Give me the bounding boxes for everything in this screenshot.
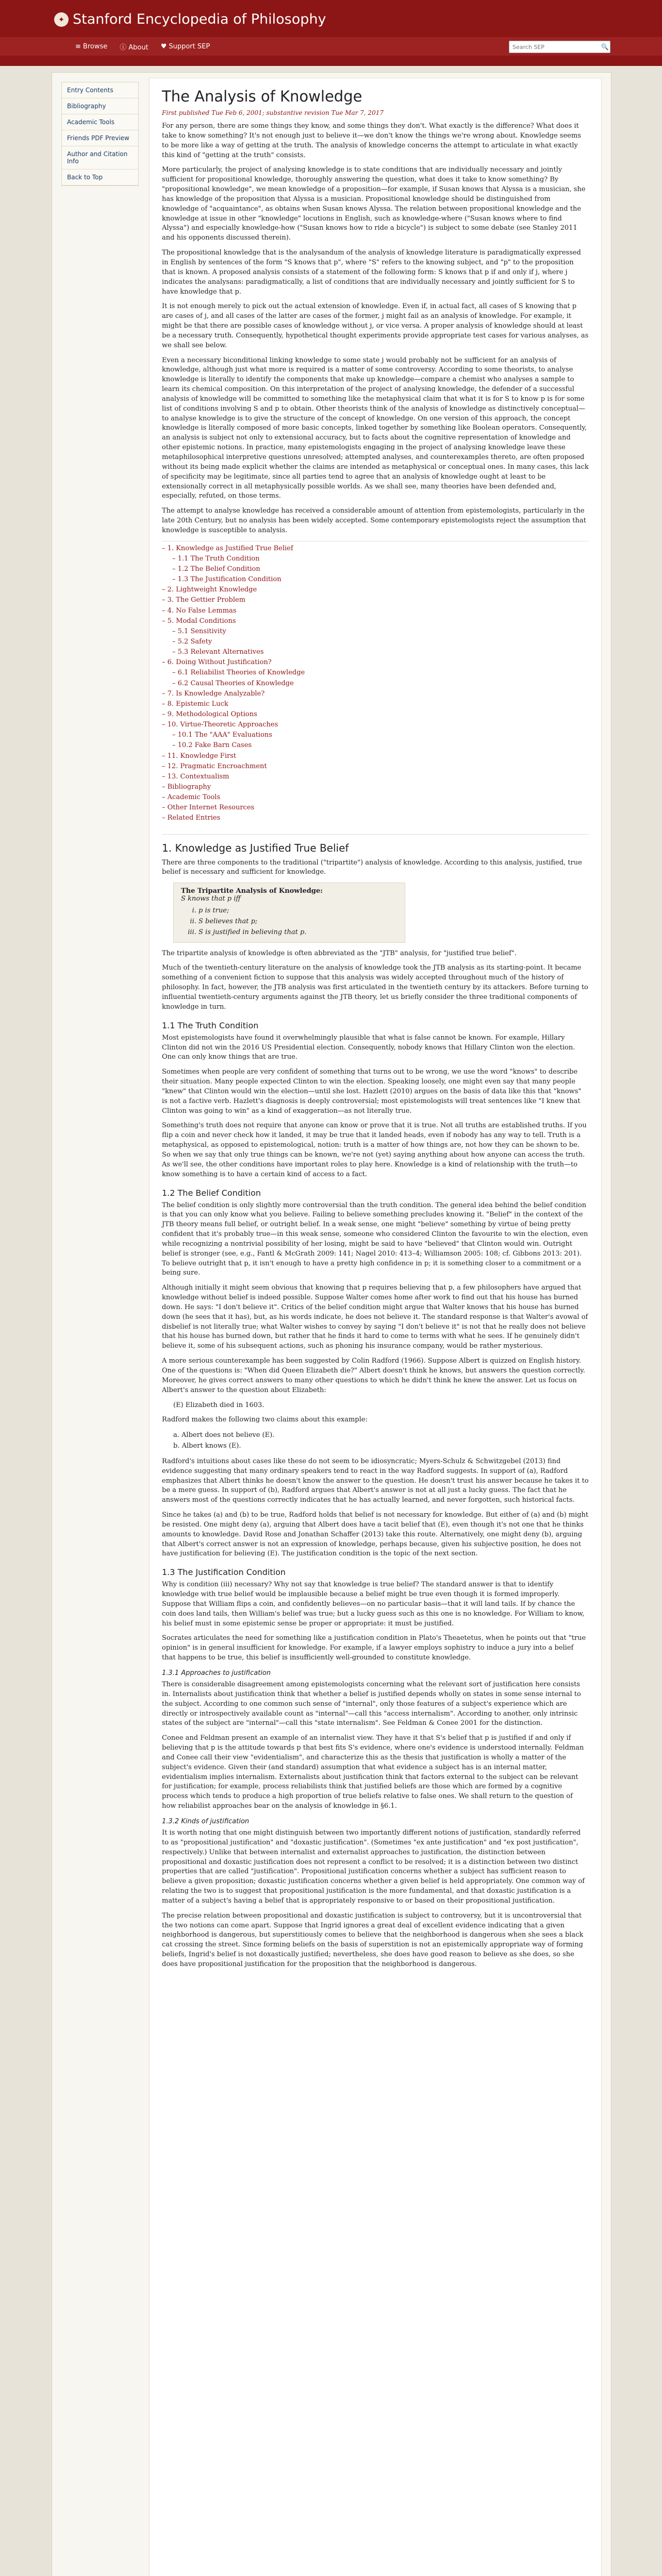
sidebar-item-bibliography[interactable]: Bibliography: [62, 98, 138, 114]
paragraph: Much of the twentieth-century literature on the analysis of knowledge took the JTB analysis as its starting-point. It became something of a convenient fiction to suppose that this analysis was widely accepted throughout much of the history of philosophy. In fact, however, the JTB analysis was first articulated in the twentieth century by its attackers. Before turning to influential twentieth-century arguments against the JTB theory, let us briefly consider the three traditional components of knowledge in turn.: [162, 964, 588, 1011]
site-title[interactable]: Stanford Encyclopedia of Philosophy: [73, 11, 326, 27]
sidebar: [61, 82, 139, 186]
info-icon: ⓘ: [120, 43, 127, 52]
radford-claims: [173, 1430, 589, 1452]
support-sep-button[interactable]: ♥ Support SEP: [160, 42, 210, 50]
subsection-heading: 1.1 The Truth Condition: [162, 1020, 259, 1030]
top-nav: [0, 37, 662, 56]
subsubsection-heading: 1.3.2 Kinds of justification: [162, 1817, 250, 1825]
toc-link[interactable]: – 11. Knowledge First: [162, 752, 237, 760]
toc-link[interactable]: – 1. Knowledge as Justified True Belief: [162, 541, 589, 554]
site-header: [0, 0, 662, 66]
toc-link[interactable]: – 6. Doing Without Justification?: [162, 658, 272, 667]
paragraph: Since he takes (a) and (b) to be true, Radford holds that belief is not necessary for knowledge. But either of (a) and (b) might be resisted. One might deny (a), arguing that Albert does have a tacit belief that (E), even though it's not one that he thinks amounts to knowledge. David Rose and Jonathan Schaffer (2013) take this route. Alternatively, one might deny (b), arguing that Albert's correct answer is not an expression of knowledge, perhaps because, given his subjective position, he does not have justification for believing (E). The justification condition is the topic of the next section.: [162, 1511, 589, 1558]
paragraph: The precise relation between propositional and doxastic justification is subject to controversy, but it is uncontroversial that the two notions can come apart. Suppose that Ingrid ignores a great deal of excellent evidence indicating that a given neighborhood is dangerous, but superstitiously comes to believe that the neighborhood is dangerous when she sees a black cat crossing the street. Since forming beliefs on the basis of superstition is not an epistemically appropriate way of forming beliefs, Ingrid's belief is not doxastically justified; nevertheless, she does have good reason to believe as she does, so she does have propositional justification for the proposition that the neighborhood is dangerous.: [162, 1911, 584, 1968]
paragraph: More particularly, the project of analysing knowledge is to state conditions that are individually necessary and jointly sufficient for propositional knowledge, thoroughly answering the question, what does it take to know something? By "propositional knowledge", we mean knowledge of a proposition—for example, if Susan knows that Alyssa is a musician, she has knowledge of the proposition that Alyssa is a musician. Propositional knowledge should be distinguished from knowledge of "acquaintance", as obtains when Susan knows Alyssa. The relation between propositional knowledge and the knowledge at issue in other "knowledge" locutions in English, such as knowledge-where ("Susan knows where to find Alyssa") and especially knowledge-how ("Susan knows how to ride a bicycle") is subject to some debate (see Stanley 2011 and his opponents discussed therein).: [162, 166, 586, 242]
paragraph: The propositional knowledge that is the analysandum of the analysis of knowledge literature is paradigmatically expressed in English by sentences of the form "S knows that p", where "S" refers to the knowing subject, and "p" to the proposition that is known. A proposed analysis consists of a statement of the following form: S knows that p if and only if j, where j indicates the analysans: paradigmatically, a list of conditions that are individually necessary and jointly sufficient for S to have knowledge that p.: [162, 249, 581, 296]
toc-link[interactable]: – Bibliography: [162, 783, 211, 791]
box-title: The Tripartite Analysis of Knowledge:: [181, 887, 323, 895]
search-icon[interactable]: 🔍: [601, 43, 609, 50]
toc-link[interactable]: – 1.3 The Justification Condition: [172, 575, 282, 584]
tripartite-analysis-box: [173, 883, 405, 942]
section-body: [162, 1680, 589, 1811]
heart-icon: ♥: [160, 42, 167, 50]
paragraph: The belief condition is only slightly more controversial than the truth condition. The general idea behind the belief condition is that you can only know what you believe. Failing to believe something precludes knowing it. "Belief" in the context of the JTB theory means full belief, or outright belief. In a weak sense, one might "believe" something by virtue of being pretty confident that it's probably true—in this weak sense, someone who considered Clinton the favourite to win the election, even while recognizing a nontrivial possibility of her losing, might be said to have "believed" that Clinton would win. Outright belief is stronger (see, e.g., Fantl & McGrath 2009: 141; Nagel 2010: 413–4; Williamson 2005: 108; cf. Gibbons 2013: 201). To believe outright that p, it isn't enough to have a pretty high confidence in p; it is something closer to a commitment or a being sure.: [162, 1201, 588, 1277]
paragraph: Something's truth does not require that anyone can know or prove that it is true. Not all truths are established truths. If you flip a coin and never check how it landed, it may be true that it landed heads, even if nobody has any way to tell. Truth is a metaphysical, as opposed to epistemological, notion: truth is a matter of how things are, not how they can be shown to be. So when we say that only true things can be known, we're not (yet) saying anything about how anyone can access the truth. As we'll see, the other conditions have important roles to play here. Knowledge is a kind of relationship with the truth—to know something is to have a certain kind of access to a fact.: [162, 1122, 587, 1178]
sidebar-item-author-citation[interactable]: Author and Citation Info: [62, 146, 138, 170]
toc-link[interactable]: – 10. Virtue-Theoretic Approaches: [162, 721, 278, 729]
claim-a: a. Albert does not believe (E).: [173, 1431, 275, 1439]
toc-link[interactable]: – 10.2 Fake Barn Cases: [172, 741, 252, 750]
paragraph: There is considerable disagreement among epistemologists concerning what the relevant sort of justification here consists in. Internalists about justification think that whether a belief is justified depends wholly on states in some sense internal to the subject. According to one common such sense of "internal", only those features of a subject's experience which are directly or introspectively available count as "internal"—call this "access internalism". According to another, only intrinsic states of the subject are "internal"—call this "state internalism". See Feldman & Conee 2001 for the distinction.: [162, 1681, 581, 1727]
toc-link[interactable]: – 1.2 The Belief Condition: [172, 565, 260, 573]
paragraph: It is not enough merely to pick out the actual extension of knowledge. Even if, in actual fact, all cases of S knowing that p are cases of j, and all cases of the latter are cases of the former, j might fail as an analysis of knowledge. For example, it might be that there are possible cases of knowledge without j, or vice versa. A proper analysis of knowledge should at least be a necessary truth. Consequently, hypothetical thought experiments provide appropriate test cases for various analyses, as we shall see below.: [162, 302, 589, 349]
sidebar-item-back-to-top[interactable]: Back to Top: [62, 170, 138, 185]
example-e: (E) Elizabeth died in 1603.: [173, 1401, 264, 1409]
section-body: [162, 1828, 589, 1970]
paragraph: For any person, there are some things they know, and some things they don't. What exactly is the difference? What does it take to know something? It's not enough just to believe it—we don't know the things we're wrong about. Knowledge seems to be more like a way of getting at the truth. The analysis of knowledge concerns the attempt to articulate in what exactly this kind of "getting at the truth" consists.: [162, 122, 581, 159]
sidebar-item-academic-tools[interactable]: Academic Tools: [62, 114, 138, 130]
toc-link[interactable]: – 6.2 Causal Theories of Knowledge: [172, 679, 294, 687]
toc-link[interactable]: – 12. Pragmatic Encroachment: [162, 762, 267, 770]
condition-item: i. p is true;: [198, 906, 398, 917]
about-button[interactable]: ⓘ About: [120, 43, 148, 52]
subsubsection-heading: 1.3.1 Approaches to justification: [162, 1669, 271, 1677]
search-box: [509, 41, 610, 53]
paragraph: The tripartite analysis of knowledge is often abbreviated as the "JTB" analysis, for "justified true belief".: [162, 949, 517, 957]
claim-b: b. Albert knows (E).: [173, 1442, 241, 1450]
paragraph: Radford makes the following two claims about this example:: [162, 1416, 368, 1424]
menu-icon: ≡: [75, 42, 81, 50]
table-of-contents: [162, 541, 589, 824]
paragraph: Radford's intuitions about cases like these do not seem to be idiosyncratic; Myers-Schulz & Schwitzgebel (2013) find evidence suggesting that many ordinary speakers tend to react in the way Radford suggests. In support of (a), Radford emphasizes that Albert thinks he doesn't know the answer to the question. He doesn't trust his answer because he takes it to be a mere guess. In support of (b), Radford argues that Albert's answer is not at all just a lucky guess. The fact that he answers most of the questions correctly indicates that he has actually learned, and never forgotten, such historical facts.: [162, 1457, 589, 1504]
section-heading: 1. Knowledge as Justified True Belief: [162, 834, 589, 854]
site-brand[interactable]: [54, 11, 326, 27]
subsection-heading: 1.3 The Justification Condition: [162, 1567, 286, 1578]
toc-link[interactable]: – Academic Tools: [162, 793, 221, 802]
toc-link[interactable]: – 9. Methodological Options: [162, 710, 257, 718]
toc-link[interactable]: – 13. Contextualism: [162, 772, 229, 781]
condition-item: iii. S is justified in believing that p.: [198, 927, 398, 938]
toc-link[interactable]: – 7. Is Knowledge Analyzable?: [162, 689, 265, 698]
toc-link[interactable]: – 8. Epistemic Luck: [162, 700, 228, 708]
toc-link[interactable]: – 5.3 Relevant Alternatives: [172, 648, 264, 656]
preamble: [162, 122, 589, 536]
paragraph: Even a necessary biconditional linking knowledge to some state j would probably not be sufficient for an analysis of knowledge, although just what more is required is a matter of some controversy. According to some theorists, to analyse knowledge is literally to identify the components that make up knowledge—compare a chemist who analyses a sample to learn its chemical composition. On this interpretation of the project of analysing knowledge, the defender of a successful analysis of knowledge will be committed to something like the metaphysical claim that what it is for S to know p is for some list of conditions involving S and p to obtain. Other theorists think of the analysis of knowledge as distinctively conceptual—to analyse knowledge is to give the structure of the concept of knowledge. On one version of this approach, the concept knowledge is literally composed of more basic concepts, linked together by something like Boolean operators. Consequently, an analysis is subject not only to extensional accuracy, but to facts about the cognitive representation of knowledge and other epistemic notions. In practice, many epistemologists engaging in the project of analysing knowledge leave these metaphilosophical interpretive questions unresolved; attempted analyses, and counterexamples thereto, are often proposed without its being made explicit whether the claims are intended as metaphysical or conceptual ones. In many cases, this lack of specificity may be legitimate, since all parties tend to agree that an analysis of knowledge ought at least to be extensionally correct in all metaphysically possible worlds. As we shall see, many theories have been defended and, especially, refuted, on those terms.: [162, 356, 589, 500]
toc-link[interactable]: – 2. Lightweight Knowledge: [162, 586, 257, 594]
paragraph: Sometimes when people are very confident of something that turns out to be wrong, we use the word "knows" to describe their situation. Many people expected Clinton to win the election. Speaking loosely, one might even say that many people "knew" that Clinton would win the election—until she lost. Hazlett (2010) argues on the basis of data like this that "knows" is not a factive verb. Hazlett's diagnosis is deeply controversial; most epistemologists will treat sentences like "I knew that Clinton was going to win" as a kind of exaggeration—as not literally true.: [162, 1068, 582, 1115]
sidebar-item-friends-pdf[interactable]: Friends PDF Preview: [62, 130, 138, 146]
toc-link[interactable]: – 5. Modal Conditions: [162, 617, 236, 625]
section-body: [162, 1201, 589, 1396]
section-body: [162, 1457, 589, 1559]
toc-link[interactable]: – 10.1 The "AAA" Evaluations: [172, 731, 272, 739]
toc-link[interactable]: – 1.1 The Truth Condition: [172, 554, 260, 563]
paragraph: There are three components to the traditional ("tripartite") analysis of knowledge. According to this analysis, justified, true belief is necessary and sufficient for knowledge.: [162, 858, 582, 876]
toc-link[interactable]: – 5.1 Sensitivity: [172, 627, 226, 635]
box-lead: S knows that p iff: [181, 895, 241, 903]
search-input[interactable]: [509, 43, 600, 51]
paragraph: A more serious counterexample has been suggested by Colin Radford (1966). Suppose Albert is quizzed on English history. One of the questions is: "When did Queen Elizabeth die?" Albert doesn't think he knows, but answers the question correctly. Moreover, he gives correct answers to many other questions to which he didn't think he knew the answer. Let us focus on Albert's answer to the question about Elizabeth:: [162, 1357, 585, 1394]
toc-link[interactable]: – Related Entries: [162, 814, 221, 822]
paragraph: The attempt to analyse knowledge has received a considerable amount of attention from epistemologists, particularly in the late 20th Century, but no analysis has been widely accepted. Some contemporary epistemologists reject the assumption that knowledge is susceptible to analysis.: [162, 507, 586, 534]
subsection-heading: 1.2 The Belief Condition: [162, 1188, 261, 1198]
paragraph: Socrates articulates the need for something like a justification condition in Plato's Theaetetus, when he points out that "true opinion" is in general insufficient for knowledge. For example, if a lawyer employs sophistry to induce a jury into a belief that happens to be true, this belief is insufficiently well-grounded to constitute knowledge.: [162, 1634, 586, 1662]
toc-link[interactable]: – 6.1 Reliabilist Theories of Knowledge: [172, 669, 305, 677]
paragraph: It is worth noting that one might distinguish between two importantly different notions of justification, standardly referred to as "propositional justification" and "doxastic justification". (Sometimes "ex ante justification" and "ex post justification", respectively.) Unlike that between internalist and externalist approaches to justification, the distinction between propositional and doxastic justification does not represent a conflict to be resolved; it is a distinction between two distinct properties that are called "justification". Propositional justification concerns whether a subject has sufficient reason to believe a given proposition; doxastic justification concerns whether a given belief is held appropriately. One common way of relating the two is to suggest that propositional justification is the more fundamental, and that doxastic justification is a matter of a subject's having a belief that is appropriately responsive to or based on their propositional justification.: [162, 1828, 585, 1905]
toc-link[interactable]: – 5.2 Safety: [172, 638, 212, 646]
toc-link[interactable]: – Other Internet Resources: [162, 804, 255, 812]
paragraph: Most epistemologists have found it overwhelmingly plausible that what is false cannot be known. For example, Hillary Clinton did not win the 2016 US Presidential election. Consequently, nobody knows that Hillary Clinton won the election. One can only know things that are true.: [162, 1033, 575, 1061]
paragraph: Conee and Feldman present an example of an internalist view. They have it that S's belief that p is justified if and only if believing that p is the attitude towards p that best fits S's evidence, where one's evidence is understood internally. Feldman and Conee call their view "evidentialism", and characterize this as the thesis that justification is wholly a matter of the subject's evidence. Given their (and standard) assumption that what evidence a subject has is an internal matter, evidentialism implies internalism. Externalists about justification think that factors external to the subject can be relevant for justification; for example, process reliabilists think that justified beliefs are those which are formed by a cognitive process which tends to produce a high proportion of true beliefs relative to false ones. We shall return to the question of how reliabilist approaches bear on the analysis of knowledge in §6.1.: [162, 1734, 584, 1810]
publication-info: First published Tue Feb 6, 2001; substantive revision Tue Mar 7, 2017: [162, 109, 384, 116]
condition-item: ii. S believes that p;: [198, 917, 398, 927]
section-body: [162, 1580, 589, 1663]
paragraph: Why is condition (iii) necessary? Why not say that knowledge is true belief? The standard answer is that to identify knowledge with true belief would be implausible because a belief might be true even though it is formed improperly. Suppose that William flips a coin, and confidently believes—on no particular basis—that it will land tails. If by chance the coin does land tails, then William's belief was true; but a lucky guess such as this one is no knowledge. For William to know, his belief must in some epistemic sense be proper or appropriate: it must be justified.: [162, 1581, 585, 1628]
section-body: [162, 1033, 589, 1180]
page-title: The Analysis of Knowledge: [162, 88, 362, 105]
sep-logo-icon: ✦: [54, 12, 69, 27]
sidebar-item-entry-contents[interactable]: Entry Contents: [62, 82, 138, 98]
page-container: [52, 72, 611, 2576]
paragraph: Although initially it might seem obvious that knowing that p requires believing that p, a few philosophers have argued that knowledge without belief is indeed possible. Suppose Walter comes home after work to find out that his house has burned down. He says: "I don't believe it". Critics of the belief condition might argue that Walter knows that his house has burned down (he sees that it has), but, as his words indicate, he does not believe it. The standard response is that Walter's avowal of disbelief is not literally true; what Walter wishes to convey by saying "I don't believe it" is not that he really does not believe that his house has burned down, but rather that he finds it hard to come to terms with what he sees. If he genuinely didn't believe it, some of his subsequent actions, such as phoning his insurance company, would be rather mysterious.: [162, 1284, 588, 1350]
toc-link[interactable]: – 3. The Gettier Problem: [162, 596, 246, 604]
browse-button[interactable]: ≡ Browse: [75, 42, 108, 50]
article-main: [149, 78, 602, 2576]
toc-link[interactable]: – 4. No False Lemmas: [162, 606, 237, 615]
